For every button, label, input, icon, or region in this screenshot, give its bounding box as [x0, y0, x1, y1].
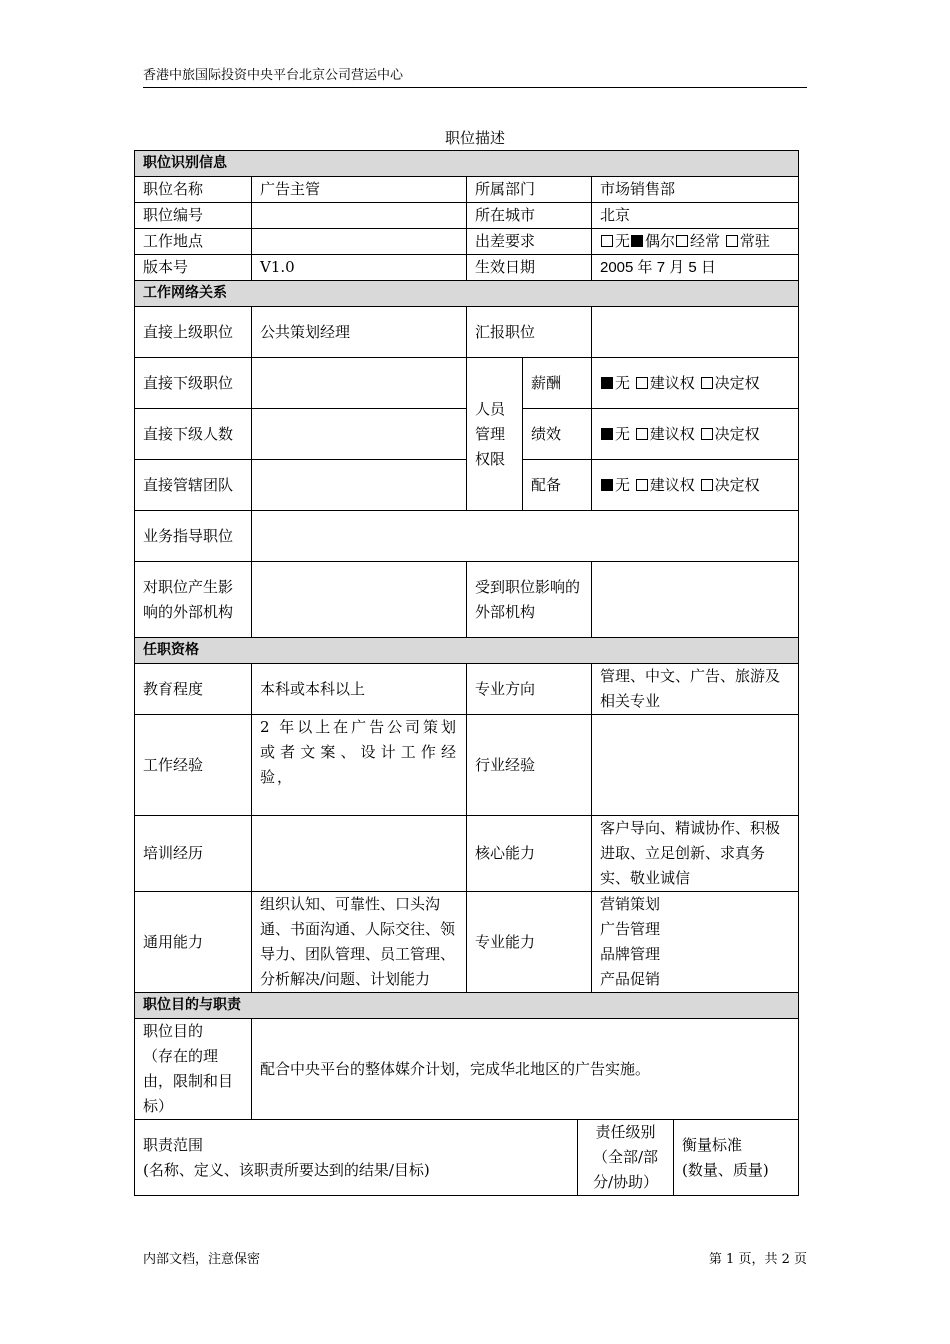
label-experience: 工作经验	[135, 715, 252, 816]
auth-performance-options: 无 建议权 决定权	[592, 409, 799, 460]
checkbox-unchecked-icon	[701, 377, 713, 389]
section-network: 工作网络关系	[135, 281, 799, 307]
checkbox-unchecked-icon	[636, 377, 648, 389]
auth-salary-options: 无 建议权 决定权	[592, 358, 799, 409]
affected-org-value	[592, 562, 799, 638]
superior-value: 公共策划经理	[252, 307, 467, 358]
checkbox-unchecked-icon	[701, 428, 713, 440]
label-affected-org: 受到职位影响的外部机构	[467, 562, 592, 638]
auth-staffing-options: 无 建议权 决定权	[592, 460, 799, 511]
document-title: 职位描述	[444, 129, 505, 147]
footer-confidential: 内部文档，注意保密	[143, 1252, 261, 1267]
label-auth: 人员管理权限	[467, 358, 523, 511]
label-dept: 所属部门	[467, 177, 592, 203]
section-identity: 职位识别信息	[135, 151, 799, 177]
label-core: 核心能力	[467, 816, 592, 892]
checkbox-unchecked-icon	[726, 235, 738, 247]
label-version: 版本号	[135, 255, 252, 281]
label-team: 直接管辖团队	[135, 460, 252, 511]
checkbox-unchecked-icon	[676, 235, 688, 247]
label-effective: 生效日期	[467, 255, 592, 281]
checkbox-checked-icon	[631, 235, 643, 247]
label-purpose: 职位目的 （存在的理由，限制和目标）	[135, 1019, 252, 1120]
job-no-value	[252, 203, 467, 229]
auth-salary: 薪酬	[523, 358, 592, 409]
auth-performance: 绩效	[523, 409, 592, 460]
label-report: 汇报职位	[467, 307, 592, 358]
page-header: 香港中旅国际投资中央平台北京公司营运中心	[143, 64, 807, 88]
checkbox-unchecked-icon	[601, 235, 613, 247]
label-superior: 直接上级职位	[135, 307, 252, 358]
label-pro: 专业能力	[467, 892, 592, 993]
core-value: 客户导向、精诚协作、积极进取、立足创新、求真务实、敬业诚信	[592, 816, 799, 892]
label-ext-org: 对职位产生影响的外部机构	[135, 562, 252, 638]
general-value: 组织认知、可靠性、口头沟通、书面沟通、人际交往、领导力、团队管理、员工管理、分析解决/问题、计划能力	[252, 892, 467, 993]
effective-value: 2005 年 7 月 5 日	[592, 255, 799, 281]
checkbox-checked-icon	[601, 428, 613, 440]
checkbox-checked-icon	[601, 377, 613, 389]
label-industry: 行业经验	[467, 715, 592, 816]
job-description-table	[134, 150, 799, 1196]
checkbox-checked-icon	[601, 479, 613, 491]
city-value: 北京	[592, 203, 799, 229]
checkbox-unchecked-icon	[636, 479, 648, 491]
label-training: 培训经历	[135, 816, 252, 892]
label-measure: 衡量标准 (数量、质量)	[674, 1120, 799, 1196]
label-city: 所在城市	[467, 203, 592, 229]
version-value: V1.0	[252, 255, 467, 281]
label-education: 教育程度	[135, 664, 252, 715]
team-value	[252, 460, 467, 511]
ext-org-value	[252, 562, 467, 638]
label-level: 责任级别 （全部/部分/协助）	[578, 1120, 674, 1196]
dept-value: 市场销售部	[592, 177, 799, 203]
label-travel: 出差要求	[467, 229, 592, 255]
checkbox-unchecked-icon	[701, 479, 713, 491]
job-name-value: 广告主管	[252, 177, 467, 203]
section-purpose: 职位目的与职责	[135, 993, 799, 1019]
label-job-no: 职位编号	[135, 203, 252, 229]
location-value	[252, 229, 467, 255]
section-qualification: 任职资格	[135, 638, 799, 664]
major-value: 管理、中文、广告、旅游及相关专业	[592, 664, 799, 715]
checkbox-unchecked-icon	[636, 428, 648, 440]
label-scope: 职责范围 (名称、定义、该职责所要达到的结果/目标)	[135, 1120, 578, 1196]
label-sub-num: 直接下级人数	[135, 409, 252, 460]
auth-staffing: 配备	[523, 460, 592, 511]
label-major: 专业方向	[467, 664, 592, 715]
industry-value	[592, 715, 799, 816]
label-job-name: 职位名称	[135, 177, 252, 203]
label-general: 通用能力	[135, 892, 252, 993]
report-value	[592, 307, 799, 358]
purpose-value: 配合中央平台的整体媒介计划，完成华北地区的广告实施。	[252, 1019, 799, 1120]
sub-num-value	[252, 409, 467, 460]
label-location: 工作地点	[135, 229, 252, 255]
footer-page-number: 第 1 页，共 2 页	[708, 1252, 807, 1267]
label-sub-pos: 直接下级职位	[135, 358, 252, 409]
label-guide: 业务指导职位	[135, 511, 252, 562]
sub-pos-value	[252, 358, 467, 409]
travel-options: 无 偶尔 经常 常驻	[592, 229, 799, 255]
training-value	[252, 816, 467, 892]
guide-value	[252, 511, 799, 562]
pro-value: 营销策划 广告管理 品牌管理 产品促销	[592, 892, 799, 993]
education-value: 本科或本科以上	[252, 664, 467, 715]
experience-value: 2 年以上在广告公司策划或者文案、设计工作经验，	[252, 715, 467, 816]
